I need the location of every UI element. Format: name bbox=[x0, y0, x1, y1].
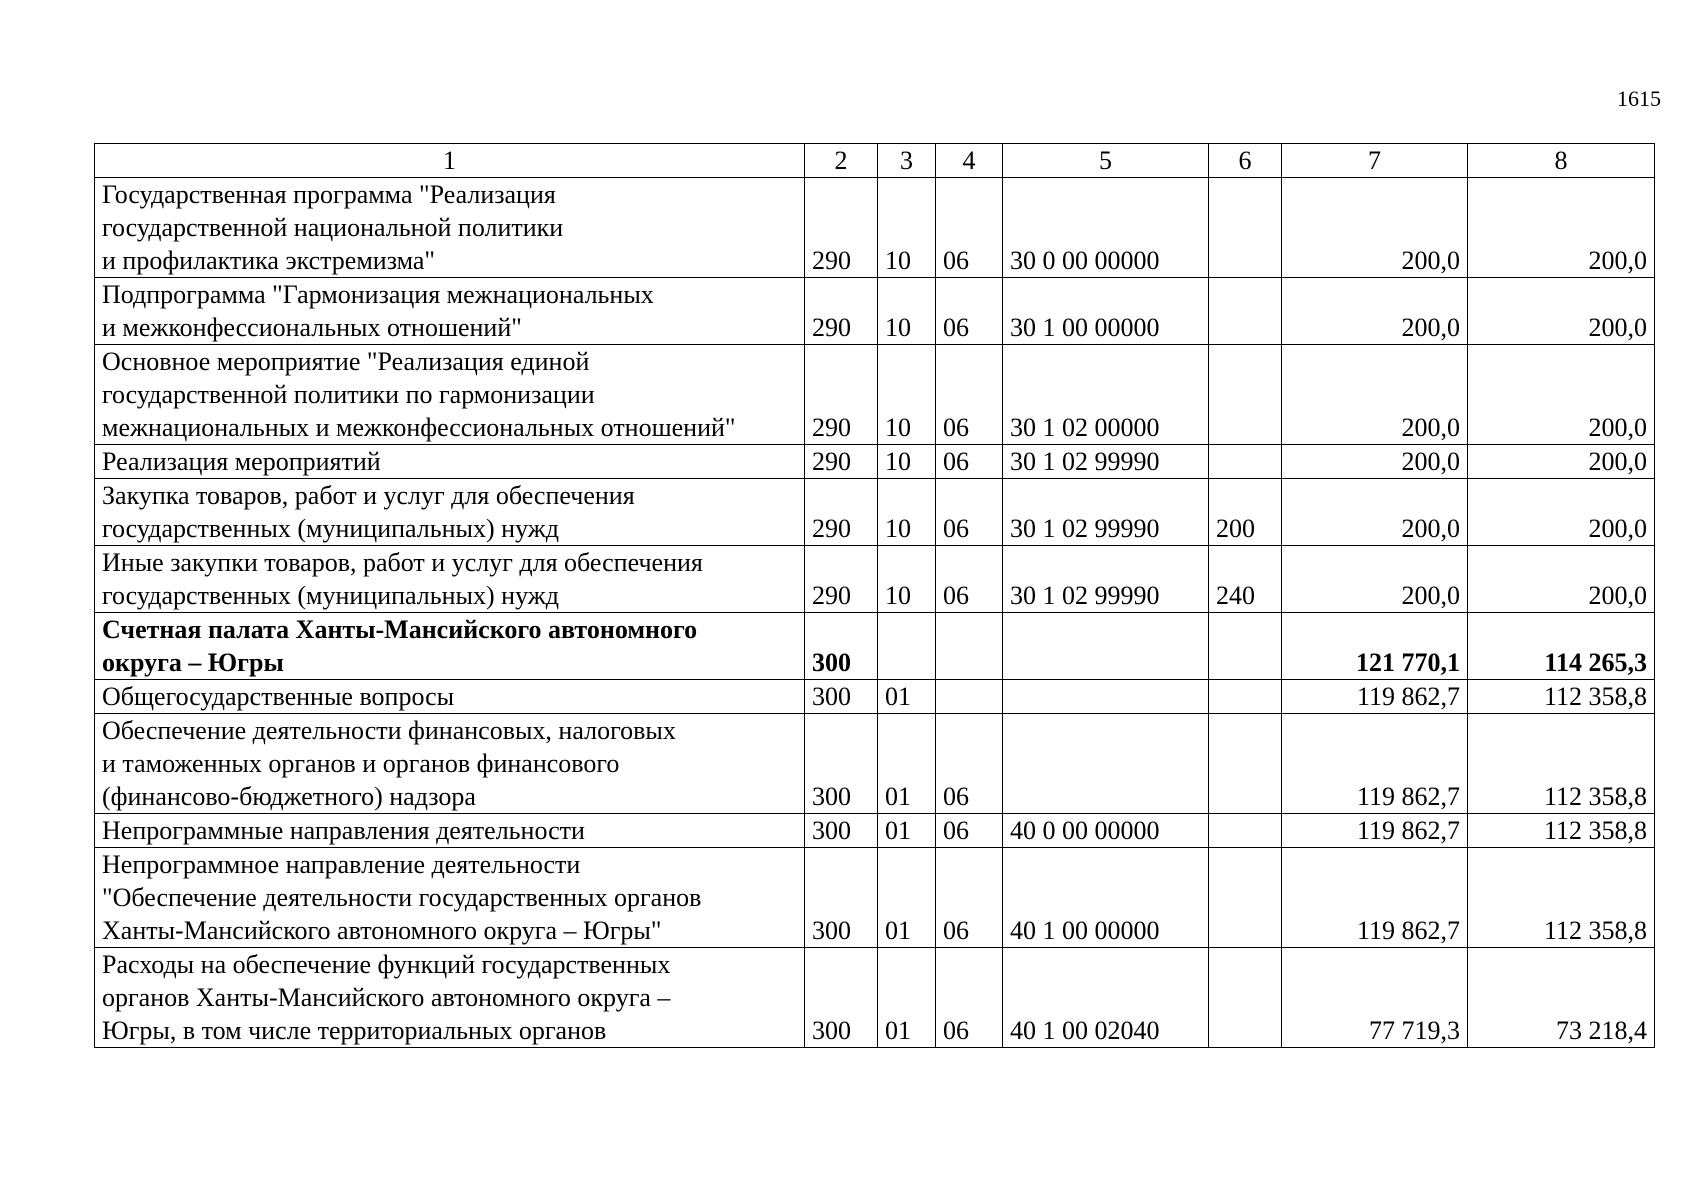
table-row bbox=[95, 848, 1655, 948]
expense-type-code bbox=[1209, 948, 1282, 1048]
expense-type-code: 200 bbox=[1209, 479, 1282, 546]
section-code: 01 bbox=[878, 948, 936, 1048]
admin-code: 300 bbox=[805, 814, 878, 848]
item-name: Подпрограмма "Гармонизация межнациональных и межконфессиональных отношений" bbox=[95, 278, 805, 345]
subsection-code: 06 bbox=[936, 546, 1003, 613]
target-article-code: 40 1 00 02040 bbox=[1003, 948, 1209, 1048]
target-article-code bbox=[1003, 613, 1209, 680]
amount-column-8: 73 218,4 bbox=[1468, 948, 1655, 1048]
table-row bbox=[95, 948, 1655, 1048]
amount-column-7: 119 862,7 bbox=[1282, 714, 1468, 814]
item-name: Непрограммное направление деятельности "Обеспечение деятельности государственных органов Ханты-Мансийского автономного округа – Югры" bbox=[95, 848, 805, 948]
item-name: Государственная программа "Реализация государственной национальной политики и профилактика экстремизма" bbox=[95, 178, 805, 278]
item-name: Расходы на обеспечение функций государственных органов Ханты-Мансийского автономного округа – Югры, в том числе территориальных органов bbox=[95, 948, 805, 1048]
subsection-code: 06 bbox=[936, 178, 1003, 278]
column-header-5: 5 bbox=[1003, 144, 1209, 178]
subsection-code: 06 bbox=[936, 714, 1003, 814]
admin-code: 300 bbox=[805, 680, 878, 714]
section-code: 01 bbox=[878, 814, 936, 848]
item-name: Закупка товаров, работ и услуг для обеспечения государственных (муниципальных) нужд bbox=[95, 479, 805, 546]
expense-type-code bbox=[1209, 714, 1282, 814]
amount-column-8: 112 358,8 bbox=[1468, 848, 1655, 948]
amount-column-7: 200,0 bbox=[1282, 278, 1468, 345]
expense-type-code bbox=[1209, 178, 1282, 278]
amount-column-8: 200,0 bbox=[1468, 546, 1655, 613]
admin-code: 290 bbox=[805, 445, 878, 479]
amount-column-8: 112 358,8 bbox=[1468, 714, 1655, 814]
table-row bbox=[95, 345, 1655, 445]
budget-table bbox=[94, 143, 1655, 1048]
amount-column-8: 112 358,8 bbox=[1468, 814, 1655, 848]
column-header-3: 3 bbox=[878, 144, 936, 178]
table-row bbox=[95, 479, 1655, 546]
expense-type-code bbox=[1209, 814, 1282, 848]
column-header-1: 1 bbox=[95, 144, 805, 178]
expense-type-code bbox=[1209, 680, 1282, 714]
item-name: Счетная палата Ханты-Мансийского автономного округа – Югры bbox=[95, 613, 805, 680]
section-code: 01 bbox=[878, 714, 936, 814]
admin-code: 290 bbox=[805, 345, 878, 445]
amount-column-7: 121 770,1 bbox=[1282, 613, 1468, 680]
amount-column-7: 119 862,7 bbox=[1282, 680, 1468, 714]
amount-column-7: 119 862,7 bbox=[1282, 848, 1468, 948]
item-name: Общегосударственные вопросы bbox=[95, 680, 805, 714]
section-code: 10 bbox=[878, 546, 936, 613]
admin-code: 300 bbox=[805, 714, 878, 814]
subsection-code: 06 bbox=[936, 445, 1003, 479]
expense-type-code bbox=[1209, 278, 1282, 345]
subsection-code bbox=[936, 613, 1003, 680]
target-article-code: 30 1 02 99990 bbox=[1003, 445, 1209, 479]
admin-code: 290 bbox=[805, 178, 878, 278]
item-name: Иные закупки товаров, работ и услуг для обеспечения государственных (муниципальных) нужд bbox=[95, 546, 805, 613]
item-name: Непрограммные направления деятельности bbox=[95, 814, 805, 848]
table-row bbox=[95, 445, 1655, 479]
amount-column-7: 200,0 bbox=[1282, 445, 1468, 479]
amount-column-8: 114 265,3 bbox=[1468, 613, 1655, 680]
section-code: 01 bbox=[878, 680, 936, 714]
target-article-code: 30 1 00 00000 bbox=[1003, 278, 1209, 345]
admin-code: 300 bbox=[805, 613, 878, 680]
expense-type-code bbox=[1209, 445, 1282, 479]
table-row bbox=[95, 278, 1655, 345]
admin-code: 290 bbox=[805, 546, 878, 613]
table-row bbox=[95, 814, 1655, 848]
subsection-code: 06 bbox=[936, 345, 1003, 445]
amount-column-8: 200,0 bbox=[1468, 479, 1655, 546]
section-code: 10 bbox=[878, 445, 936, 479]
table-row bbox=[95, 546, 1655, 613]
amount-column-7: 200,0 bbox=[1282, 479, 1468, 546]
item-name: Обеспечение деятельности финансовых, налоговых и таможенных органов и органов финансового (финансово-бюджетного) надзора bbox=[95, 714, 805, 814]
target-article-code: 30 1 02 99990 bbox=[1003, 479, 1209, 546]
target-article-code: 40 1 00 00000 bbox=[1003, 848, 1209, 948]
expense-type-code bbox=[1209, 613, 1282, 680]
subsection-code: 06 bbox=[936, 848, 1003, 948]
column-header-8: 8 bbox=[1468, 144, 1655, 178]
table-row-department-total bbox=[95, 613, 1655, 680]
expense-type-code: 240 bbox=[1209, 546, 1282, 613]
page-number: 1615 bbox=[1617, 86, 1661, 111]
admin-code: 300 bbox=[805, 848, 878, 948]
section-code: 01 bbox=[878, 848, 936, 948]
target-article-code: 30 1 02 00000 bbox=[1003, 345, 1209, 445]
column-header-7: 7 bbox=[1282, 144, 1468, 178]
section-code: 10 bbox=[878, 479, 936, 546]
table-row bbox=[95, 680, 1655, 714]
admin-code: 290 bbox=[805, 479, 878, 546]
amount-column-7: 119 862,7 bbox=[1282, 814, 1468, 848]
admin-code: 290 bbox=[805, 278, 878, 345]
column-header-6: 6 bbox=[1209, 144, 1282, 178]
section-code: 10 bbox=[878, 278, 936, 345]
subsection-code bbox=[936, 680, 1003, 714]
target-article-code: 40 0 00 00000 bbox=[1003, 814, 1209, 848]
amount-column-8: 200,0 bbox=[1468, 178, 1655, 278]
subsection-code: 06 bbox=[936, 278, 1003, 345]
section-code bbox=[878, 613, 936, 680]
expense-type-code bbox=[1209, 345, 1282, 445]
amount-column-8: 200,0 bbox=[1468, 445, 1655, 479]
amount-column-7: 200,0 bbox=[1282, 345, 1468, 445]
amount-column-7: 200,0 bbox=[1282, 546, 1468, 613]
amount-column-8: 200,0 bbox=[1468, 345, 1655, 445]
column-header-2: 2 bbox=[805, 144, 878, 178]
expense-type-code bbox=[1209, 848, 1282, 948]
subsection-code: 06 bbox=[936, 948, 1003, 1048]
amount-column-7: 77 719,3 bbox=[1282, 948, 1468, 1048]
target-article-code: 30 1 02 99990 bbox=[1003, 546, 1209, 613]
admin-code: 300 bbox=[805, 948, 878, 1048]
table-row bbox=[95, 714, 1655, 814]
column-header-4: 4 bbox=[936, 144, 1003, 178]
section-code: 10 bbox=[878, 178, 936, 278]
target-article-code: 30 0 00 00000 bbox=[1003, 178, 1209, 278]
target-article-code bbox=[1003, 680, 1209, 714]
amount-column-7: 200,0 bbox=[1282, 178, 1468, 278]
header-row bbox=[95, 144, 1655, 178]
subsection-code: 06 bbox=[936, 479, 1003, 546]
item-name: Реализация мероприятий bbox=[95, 445, 805, 479]
table-row bbox=[95, 178, 1655, 278]
target-article-code bbox=[1003, 714, 1209, 814]
item-name: Основное мероприятие "Реализация единой государственной политики по гармонизации межнациональных и межконфессиональных отношений" bbox=[95, 345, 805, 445]
amount-column-8: 112 358,8 bbox=[1468, 680, 1655, 714]
subsection-code: 06 bbox=[936, 814, 1003, 848]
section-code: 10 bbox=[878, 345, 936, 445]
amount-column-8: 200,0 bbox=[1468, 278, 1655, 345]
